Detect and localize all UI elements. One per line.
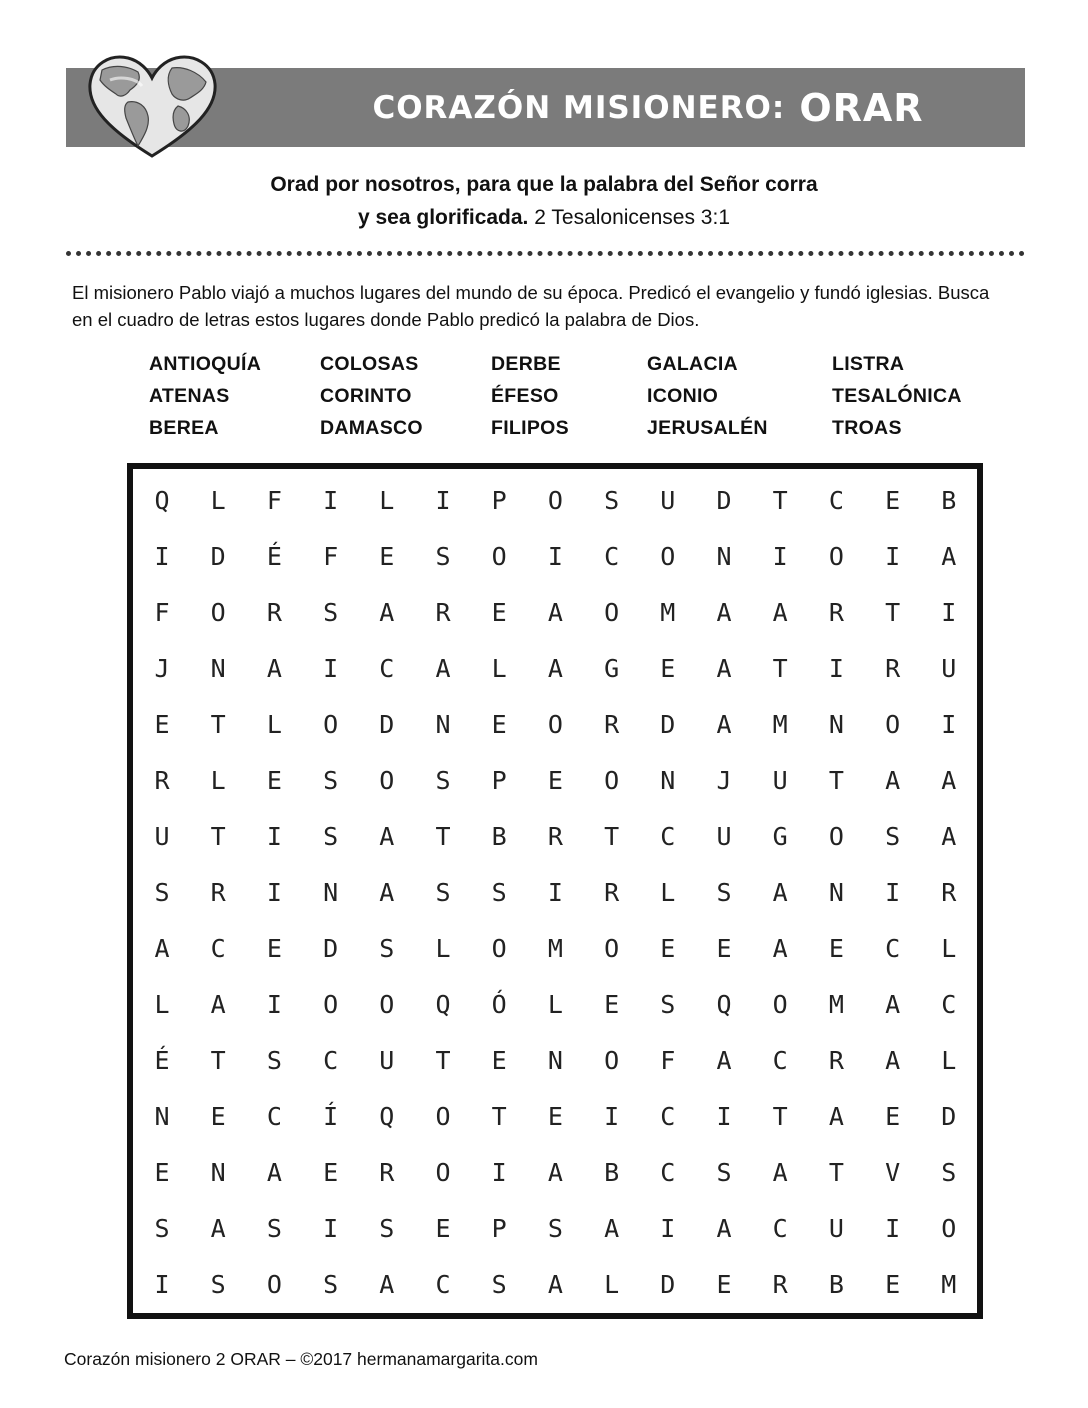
- grid-letter[interactable]: L: [604, 1269, 620, 1299]
- grid-letter[interactable]: C: [266, 1101, 282, 1131]
- grid-letter[interactable]: I: [716, 1101, 732, 1131]
- grid-letter[interactable]: I: [885, 1213, 901, 1243]
- grid-letter[interactable]: I: [266, 989, 282, 1019]
- grid-letter[interactable]: É: [266, 541, 282, 571]
- grid-letter[interactable]: I: [885, 541, 901, 571]
- grid-letter[interactable]: L: [266, 709, 282, 739]
- grid-letter[interactable]: L: [491, 653, 507, 683]
- grid-letter[interactable]: T: [604, 821, 620, 851]
- grid-letter[interactable]: T: [772, 485, 788, 515]
- grid-letter[interactable]: S: [660, 989, 676, 1019]
- grid-letter[interactable]: N: [660, 765, 676, 795]
- grid-letter[interactable]: J: [154, 653, 170, 683]
- word-damasco: DAMASCO: [320, 417, 423, 439]
- grid-letter[interactable]: A: [154, 933, 170, 963]
- grid-letter[interactable]: I: [604, 1101, 620, 1131]
- grid-letter[interactable]: I: [323, 653, 339, 683]
- grid-letter[interactable]: S: [435, 877, 451, 907]
- grid-letter[interactable]: R: [154, 765, 170, 795]
- grid-letter[interactable]: I: [941, 709, 957, 739]
- grid-letter[interactable]: O: [491, 541, 507, 571]
- grid-letter[interactable]: R: [828, 597, 844, 627]
- grid-letter[interactable]: A: [379, 877, 395, 907]
- grid-letter[interactable]: S: [435, 765, 451, 795]
- grid-letter[interactable]: A: [266, 1157, 282, 1187]
- grid-letter[interactable]: S: [323, 821, 339, 851]
- grid-letter[interactable]: B: [941, 485, 957, 515]
- grid-letter[interactable]: S: [154, 1213, 170, 1243]
- grid-letter[interactable]: L: [547, 989, 563, 1019]
- grid-letter[interactable]: D: [660, 709, 676, 739]
- grid-letter[interactable]: U: [716, 821, 732, 851]
- grid-letter[interactable]: E: [154, 709, 170, 739]
- grid-letter[interactable]: U: [154, 821, 170, 851]
- grid-letter[interactable]: N: [435, 709, 451, 739]
- grid-letter[interactable]: A: [547, 597, 563, 627]
- grid-letter[interactable]: R: [210, 877, 226, 907]
- grid-letter[interactable]: E: [885, 485, 901, 515]
- word-efeso: ÉFESO: [491, 385, 559, 407]
- grid-letter[interactable]: E: [154, 1157, 170, 1187]
- grid-letter[interactable]: A: [885, 765, 901, 795]
- grid-letter[interactable]: U: [379, 1045, 395, 1075]
- grid-letter[interactable]: V: [885, 1157, 901, 1187]
- grid-letter[interactable]: R: [266, 597, 282, 627]
- grid-letter[interactable]: R: [828, 1045, 844, 1075]
- word-galacia: GALACIA: [647, 353, 738, 375]
- bible-verse: [0, 168, 1088, 234]
- verse-reference: 2 Tesalonicenses 3:1: [534, 206, 730, 229]
- page-title: [291, 68, 1005, 147]
- grid-letter[interactable]: Ó: [491, 989, 507, 1019]
- grid-letter[interactable]: P: [491, 765, 507, 795]
- word-corinto: CORINTO: [320, 385, 412, 407]
- title-main: CORAZÓN MISIONERO:: [372, 89, 786, 126]
- grid-letter[interactable]: C: [660, 821, 676, 851]
- grid-letter[interactable]: S: [435, 541, 451, 571]
- grid-letter[interactable]: C: [772, 1045, 788, 1075]
- grid-letter[interactable]: A: [716, 597, 732, 627]
- grid-letter[interactable]: O: [828, 821, 844, 851]
- grid-letter[interactable]: T: [772, 1101, 788, 1131]
- grid-letter[interactable]: N: [716, 541, 732, 571]
- grid-letter[interactable]: N: [547, 1045, 563, 1075]
- grid-letter[interactable]: U: [772, 765, 788, 795]
- grid-letter[interactable]: N: [154, 1101, 170, 1131]
- grid-letter[interactable]: S: [379, 933, 395, 963]
- grid-letter[interactable]: R: [941, 877, 957, 907]
- word-jerusalen: JERUSALÉN: [647, 417, 768, 439]
- grid-letter[interactable]: I: [323, 485, 339, 515]
- grid-letter[interactable]: S: [266, 1045, 282, 1075]
- grid-letter[interactable]: S: [604, 485, 620, 515]
- grid-letter[interactable]: O: [435, 1101, 451, 1131]
- grid-letter[interactable]: P: [491, 1213, 507, 1243]
- grid-letter[interactable]: A: [772, 877, 788, 907]
- grid-letter[interactable]: C: [885, 933, 901, 963]
- grid-letter[interactable]: O: [379, 765, 395, 795]
- grid-letter[interactable]: B: [491, 821, 507, 851]
- grid-letter[interactable]: I: [323, 1213, 339, 1243]
- grid-letter[interactable]: S: [323, 597, 339, 627]
- grid-letter[interactable]: A: [210, 1213, 226, 1243]
- grid-letter[interactable]: E: [604, 989, 620, 1019]
- grid-letter[interactable]: E: [379, 541, 395, 571]
- grid-letter[interactable]: A: [716, 653, 732, 683]
- grid-letter[interactable]: O: [491, 933, 507, 963]
- grid-letter[interactable]: R: [604, 709, 620, 739]
- grid-letter[interactable]: B: [604, 1157, 620, 1187]
- grid-letter[interactable]: Q: [435, 989, 451, 1019]
- grid-letter[interactable]: O: [210, 597, 226, 627]
- grid-letter[interactable]: C: [828, 485, 844, 515]
- grid-letter[interactable]: M: [941, 1269, 957, 1299]
- grid-letter[interactable]: S: [491, 1269, 507, 1299]
- grid-letter[interactable]: A: [772, 597, 788, 627]
- grid-letter[interactable]: L: [154, 989, 170, 1019]
- grid-letter[interactable]: G: [772, 821, 788, 851]
- grid-letter[interactable]: L: [210, 485, 226, 515]
- grid-letter[interactable]: C: [604, 541, 620, 571]
- grid-letter[interactable]: R: [379, 1157, 395, 1187]
- grid-letter[interactable]: F: [154, 597, 170, 627]
- grid-letter[interactable]: E: [885, 1269, 901, 1299]
- grid-letter[interactable]: T: [210, 1045, 226, 1075]
- grid-letter[interactable]: T: [210, 821, 226, 851]
- grid-letter[interactable]: O: [604, 933, 620, 963]
- grid-letter[interactable]: A: [547, 1269, 563, 1299]
- grid-letter[interactable]: F: [323, 541, 339, 571]
- grid-letter[interactable]: E: [491, 1045, 507, 1075]
- grid-letter[interactable]: I: [435, 485, 451, 515]
- grid-letter[interactable]: B: [828, 1269, 844, 1299]
- grid-letter[interactable]: E: [660, 653, 676, 683]
- grid-letter[interactable]: O: [828, 541, 844, 571]
- grid-letter[interactable]: A: [547, 1157, 563, 1187]
- grid-letter[interactable]: F: [266, 485, 282, 515]
- grid-letter[interactable]: O: [604, 597, 620, 627]
- word-troas: TROAS: [832, 417, 902, 439]
- grid-letter[interactable]: I: [547, 541, 563, 571]
- grid-letter[interactable]: A: [941, 765, 957, 795]
- title-strong: ORAR: [799, 85, 924, 130]
- grid-letter[interactable]: L: [941, 933, 957, 963]
- grid-letter[interactable]: T: [435, 1045, 451, 1075]
- grid-letter[interactable]: O: [435, 1157, 451, 1187]
- grid-letter[interactable]: A: [379, 597, 395, 627]
- grid-letter[interactable]: R: [772, 1269, 788, 1299]
- grid-letter[interactable]: I: [491, 1157, 507, 1187]
- verse-text-2: y sea glorificada.: [357, 206, 529, 229]
- grid-letter[interactable]: E: [323, 1157, 339, 1187]
- word-berea: BEREA: [149, 417, 219, 439]
- grid-letter[interactable]: I: [266, 821, 282, 851]
- grid-letter[interactable]: E: [266, 933, 282, 963]
- grid-letter[interactable]: J: [716, 765, 732, 795]
- grid-letter[interactable]: E: [210, 1101, 226, 1131]
- grid-letter[interactable]: M: [772, 709, 788, 739]
- grid-letter[interactable]: N: [828, 709, 844, 739]
- grid-letter[interactable]: I: [154, 541, 170, 571]
- grid-letter[interactable]: T: [885, 597, 901, 627]
- grid-letter[interactable]: T: [435, 821, 451, 851]
- grid-letter[interactable]: D: [716, 485, 732, 515]
- grid-letter[interactable]: L: [941, 1045, 957, 1075]
- grid-letter[interactable]: A: [828, 1101, 844, 1131]
- grid-letter[interactable]: Q: [154, 485, 170, 515]
- word-tesalonica: TESALÓNICA: [832, 385, 962, 407]
- grid-letter[interactable]: E: [266, 765, 282, 795]
- grid-letter[interactable]: M: [547, 933, 563, 963]
- grid-letter[interactable]: F: [660, 1045, 676, 1075]
- grid-letter[interactable]: A: [885, 989, 901, 1019]
- verse-text-1: Orad por nosotros, para que la palabra del Señor corra: [270, 173, 818, 196]
- grid-letter[interactable]: R: [435, 597, 451, 627]
- grid-letter[interactable]: A: [772, 933, 788, 963]
- grid-letter[interactable]: A: [266, 653, 282, 683]
- grid-letter[interactable]: A: [379, 821, 395, 851]
- grid-letter[interactable]: L: [660, 877, 676, 907]
- grid-letter[interactable]: E: [885, 1101, 901, 1131]
- grid-letter[interactable]: S: [716, 877, 732, 907]
- grid-letter[interactable]: C: [660, 1157, 676, 1187]
- grid-letter[interactable]: A: [772, 1157, 788, 1187]
- grid-letter[interactable]: O: [772, 989, 788, 1019]
- grid-letter[interactable]: E: [716, 1269, 732, 1299]
- grid-letter[interactable]: N: [210, 1157, 226, 1187]
- grid-letter[interactable]: R: [547, 821, 563, 851]
- grid-letter[interactable]: T: [491, 1101, 507, 1131]
- heart-globe-icon: [80, 50, 225, 162]
- grid-letter[interactable]: S: [716, 1157, 732, 1187]
- grid-letter[interactable]: E: [491, 597, 507, 627]
- grid-letter[interactable]: D: [941, 1101, 957, 1131]
- grid-letter[interactable]: O: [604, 765, 620, 795]
- grid-letter[interactable]: A: [885, 1045, 901, 1075]
- grid-letter[interactable]: R: [604, 877, 620, 907]
- grid-letter[interactable]: I: [772, 541, 788, 571]
- dotted-divider: [66, 251, 1025, 256]
- grid-letter[interactable]: N: [323, 877, 339, 907]
- grid-letter[interactable]: M: [828, 989, 844, 1019]
- grid-letter[interactable]: U: [660, 485, 676, 515]
- grid-letter[interactable]: A: [716, 1045, 732, 1075]
- grid-letter[interactable]: U: [828, 1213, 844, 1243]
- grid-letter[interactable]: O: [379, 989, 395, 1019]
- grid-letter[interactable]: A: [941, 821, 957, 851]
- grid-letter[interactable]: I: [828, 653, 844, 683]
- grid-letter[interactable]: C: [323, 1045, 339, 1075]
- grid-letter[interactable]: C: [379, 653, 395, 683]
- grid-letter[interactable]: E: [828, 933, 844, 963]
- word-atenas: ATENAS: [149, 385, 230, 407]
- grid-letter[interactable]: C: [210, 933, 226, 963]
- grid-letter[interactable]: S: [941, 1157, 957, 1187]
- grid-letter[interactable]: L: [435, 933, 451, 963]
- word-list: [0, 352, 1088, 448]
- verse-line-2: [0, 201, 1088, 234]
- grid-letter[interactable]: E: [435, 1213, 451, 1243]
- grid-letter[interactable]: A: [941, 541, 957, 571]
- grid-letter[interactable]: E: [660, 933, 676, 963]
- grid-letter[interactable]: C: [435, 1269, 451, 1299]
- grid-letter[interactable]: N: [828, 877, 844, 907]
- grid-letter[interactable]: A: [716, 1213, 732, 1243]
- grid-letter[interactable]: E: [716, 933, 732, 963]
- word-iconio: ICONIO: [647, 385, 719, 407]
- grid-letter[interactable]: S: [323, 1269, 339, 1299]
- grid-letter[interactable]: D: [210, 541, 226, 571]
- grid-letter[interactable]: I: [154, 1269, 170, 1299]
- grid-letter[interactable]: D: [660, 1269, 676, 1299]
- grid-letter[interactable]: E: [547, 765, 563, 795]
- grid-letter[interactable]: M: [660, 597, 676, 627]
- verse-line-1: [0, 168, 1088, 201]
- word-derbe: DERBE: [491, 353, 561, 375]
- grid-letter[interactable]: T: [210, 709, 226, 739]
- grid-letter[interactable]: C: [941, 989, 957, 1019]
- grid-letter[interactable]: Q: [379, 1101, 395, 1131]
- grid-letter[interactable]: S: [885, 821, 901, 851]
- grid-letter[interactable]: I: [941, 597, 957, 627]
- grid-letter[interactable]: D: [323, 933, 339, 963]
- grid-letter[interactable]: Q: [716, 989, 732, 1019]
- grid-letter[interactable]: A: [547, 653, 563, 683]
- grid-letter[interactable]: S: [379, 1213, 395, 1243]
- grid-letter[interactable]: S: [547, 1213, 563, 1243]
- grid-letter[interactable]: O: [547, 709, 563, 739]
- word-filipos: FILIPOS: [491, 417, 569, 439]
- grid-letter[interactable]: I: [885, 877, 901, 907]
- grid-letter[interactable]: C: [660, 1101, 676, 1131]
- grid-letter[interactable]: A: [604, 1213, 620, 1243]
- grid-letter[interactable]: O: [323, 989, 339, 1019]
- grid-letter[interactable]: O: [885, 709, 901, 739]
- word-search-grid: [134, 472, 976, 1312]
- grid-letter[interactable]: O: [660, 541, 676, 571]
- grid-letter[interactable]: O: [323, 709, 339, 739]
- grid-letter[interactable]: I: [266, 877, 282, 907]
- grid-letter[interactable]: S: [491, 877, 507, 907]
- grid-letter[interactable]: A: [210, 989, 226, 1019]
- grid-letter[interactable]: I: [547, 877, 563, 907]
- grid-letter[interactable]: A: [716, 709, 732, 739]
- grid-letter[interactable]: O: [604, 1045, 620, 1075]
- grid-letter[interactable]: Í: [323, 1101, 339, 1131]
- grid-letter[interactable]: É: [154, 1045, 170, 1075]
- grid-letter[interactable]: O: [547, 485, 563, 515]
- grid-letter[interactable]: C: [772, 1213, 788, 1243]
- word-listra: LISTRA: [832, 353, 905, 375]
- grid-letter[interactable]: O: [941, 1213, 957, 1243]
- grid-letter[interactable]: T: [828, 765, 844, 795]
- grid-letter[interactable]: S: [266, 1213, 282, 1243]
- word-antioquia: ANTIOQUÍA: [149, 353, 262, 375]
- grid-letter[interactable]: E: [547, 1101, 563, 1131]
- grid-letter[interactable]: A: [435, 653, 451, 683]
- grid-letter[interactable]: N: [210, 653, 226, 683]
- grid-letter[interactable]: S: [323, 765, 339, 795]
- footer-credit: Corazón misionero 2 ORAR – ©2017 hermanamargarita.com: [64, 1349, 538, 1369]
- grid-letter[interactable]: U: [941, 653, 957, 683]
- instructions: El misionero Pablo viajó a muchos lugares del mundo de su época. Predicó el evangelio y fundó iglesias. Busca en el cuadro de letras estos lugares donde Pablo predicó la palabra de Dios.: [72, 282, 990, 330]
- word-colosas: COLOSAS: [320, 353, 419, 375]
- grid-letter[interactable]: I: [660, 1213, 676, 1243]
- grid-letter[interactable]: D: [379, 709, 395, 739]
- grid-letter[interactable]: O: [266, 1269, 282, 1299]
- grid-letter[interactable]: T: [772, 653, 788, 683]
- grid-letter[interactable]: L: [379, 485, 395, 515]
- grid-letter[interactable]: S: [154, 877, 170, 907]
- grid-letter[interactable]: E: [491, 709, 507, 739]
- grid-letter[interactable]: S: [210, 1269, 226, 1299]
- grid-letter[interactable]: G: [604, 653, 620, 683]
- grid-letter[interactable]: T: [828, 1157, 844, 1187]
- grid-letter[interactable]: A: [379, 1269, 395, 1299]
- grid-letter[interactable]: L: [210, 765, 226, 795]
- grid-letter[interactable]: P: [491, 485, 507, 515]
- grid-letter[interactable]: R: [885, 653, 901, 683]
